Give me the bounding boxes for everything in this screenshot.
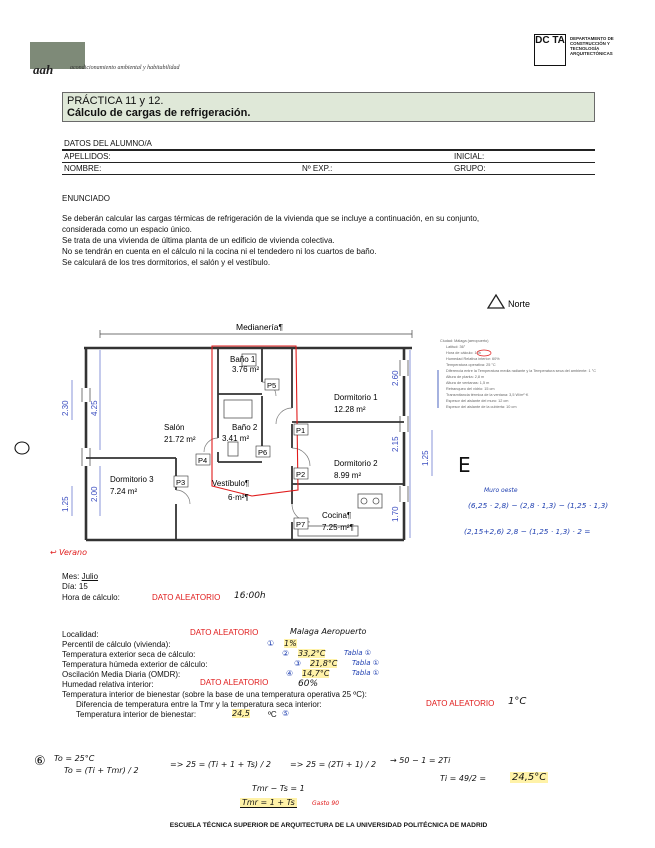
temp-humeda-ref: Tabla ①: [352, 659, 380, 667]
enunciado-line: Se deberán calcular las cargas térmicas de refrigeración de la vivienda que se incluye a continuación, en su conjunto,: [62, 214, 480, 223]
student-table: [62, 138, 595, 175]
room-cocina-name: Cocina¶: [322, 511, 352, 520]
temp-seca-value: 33,2°C: [298, 649, 326, 658]
room-dorm3-area: 7.24 m²: [110, 487, 138, 496]
inicial-label: INICIAL:: [454, 152, 485, 161]
room-dorm3-name: Dormitorio 3: [110, 475, 154, 484]
tbienestar-label: Temperatura interior de bienestar:: [76, 710, 197, 719]
localidad-value: Malaga Aeropuerto: [290, 627, 367, 636]
legend-line: Altura de ventanas: 1,5 m: [446, 381, 490, 385]
work-eq3: → 50 − 1 = 2Ti: [390, 756, 451, 765]
logo-text: acondicionamiento ambiental y habitabilidad: [70, 65, 180, 71]
work-to: To = 25°C: [54, 754, 95, 763]
work-result: 24,5°C: [512, 772, 547, 783]
diferencia-value: 1°C: [508, 696, 527, 707]
dim-125-left: 1.25: [61, 496, 70, 512]
room-dorm2-area: 8.99 m²: [334, 471, 362, 480]
tbienestar-unit: ºC: [268, 710, 277, 719]
omdr-ref: Tabla ①: [352, 669, 380, 677]
calc-line-2: (2,15+2,6) 2,8 − (1,25 · 1,3) · 2 =: [464, 527, 591, 536]
student-section: DATOS DEL ALUMNO/A: [64, 139, 152, 148]
hora-random: DATO ALEATORIO: [152, 593, 221, 602]
enunciado-heading: ENUNCIADO: [62, 194, 111, 203]
enunciado-line: Se calculará de los tres dormitorios, el salón y el vestíbulo.: [62, 258, 271, 267]
grupo-label: GRUPO:: [454, 164, 486, 173]
medianeria-label: Medianería¶: [236, 322, 284, 332]
legend-line: Espesor del aislante del muro: 12 cm: [446, 399, 509, 403]
tinterior-label: Temperatura interior de bienestar (sobre la base de una temperatura operativa 25 ºC):: [62, 690, 367, 699]
room-vestibulo-name: Vestíbulo¶: [212, 479, 250, 488]
legend-line: Ciudad: Málaga (aeropuerto): [440, 339, 489, 343]
diferencia-random: DATO ALEATORIO: [426, 699, 495, 708]
dim-425: 4.25: [90, 400, 99, 416]
humedad-label: Humedad relativa interior:: [62, 680, 154, 689]
room-bano1-area: 3.76 m²: [232, 365, 260, 374]
step-3-icon: ③: [294, 659, 302, 668]
legend-line: Hora de cálculo: 16h: [446, 351, 481, 355]
floor-plan: [0, 290, 655, 550]
localidad-random: DATO ALEATORIO: [190, 628, 259, 637]
door-p3: P3: [176, 478, 186, 487]
dept-logo: DC TA: [534, 34, 566, 66]
legend-line: Retranqueo del vidrio: 15 cm: [446, 387, 495, 391]
door-p5: P5: [267, 381, 277, 390]
temp-seca-label: Temperatura exterior seca de cálculo:: [62, 650, 196, 659]
dia-value: 15: [78, 582, 88, 591]
north-icon: [488, 295, 504, 308]
room-salon-name: Salón: [164, 423, 185, 432]
calc-line-1: (6,25 · 2,8) − (2,8 · 1,3) − (1,25 · 1,3): [468, 501, 609, 510]
dim-170: 1.70: [391, 506, 400, 522]
dept-name: DEPARTAMENTO DE CONSTRUCCIÓN Y TECNOLOGÍA ARQUITECTÓNICAS: [570, 36, 614, 56]
student-section-row: [62, 138, 595, 150]
step-6-icon: ⑥: [34, 754, 46, 769]
room-bano1-name: Baño 1: [230, 355, 256, 364]
tbienestar-value: 24,5: [232, 709, 250, 718]
door-p6: P6: [258, 448, 268, 457]
dim-215: 2.15: [391, 436, 400, 452]
localidad-label: Localidad:: [62, 630, 99, 639]
work-note: Gasto 90: [312, 800, 340, 807]
enunciado-text: [62, 213, 602, 268]
mes-value: Julio: [81, 572, 99, 581]
mes-row: Mes: Julio: [62, 572, 99, 581]
nexp-label: Nº EXP.:: [302, 164, 333, 173]
temp-humeda-value: 21,8°C: [310, 659, 338, 668]
room-cocina-area: 7.25·m²¶: [322, 523, 354, 532]
legend-line: Temperatura operativa: 25 °C: [446, 363, 496, 367]
dim-260: 2.60: [391, 370, 400, 386]
percentil-label: Percentil de cálculo (vivienda):: [62, 640, 171, 649]
hora-row: Hora de cálculo:: [62, 593, 120, 602]
room-vestibulo-area: 6·m²¶: [228, 493, 249, 502]
apellidos-label: APELLIDOS:: [64, 152, 111, 161]
room-bano2-name: Baño 2: [232, 423, 258, 432]
room-salon-area: 21.72 m²: [164, 435, 196, 444]
nombre-row[interactable]: [62, 163, 595, 175]
work-tmr-ts: Tmr − Ts = 1: [252, 784, 305, 793]
verano-note: ↩ Verano: [50, 548, 88, 557]
dim-125-right: 1.25: [421, 450, 430, 466]
door-p2: P2: [296, 470, 306, 479]
work-to-formula: To = (Ti + Tmr) / 2: [64, 766, 139, 775]
dim-230: 2.30: [61, 400, 70, 416]
legend-line: Humedad Relativa interior: 60%: [446, 357, 500, 361]
work-eq4: Ti = 49/2 =: [440, 774, 487, 783]
step-5-icon: ⑤: [282, 709, 290, 718]
legend-line: Altura de planta: 2,8 m: [446, 375, 485, 379]
muro-oeste-note: Muro oeste: [484, 487, 518, 494]
footer: ESCUELA TÉCNICA SUPERIOR DE ARQUITECTURA DE LA UNIVERSIDAD POLITÉCNICA DE MADRID: [169, 822, 488, 829]
handwritten-circle: [15, 442, 29, 454]
legend-line: Latitud: 36°: [446, 345, 466, 349]
work-tmr: Tmr = 1 + Ts: [242, 798, 295, 807]
step-4-icon: ④: [286, 669, 294, 678]
door-p4: P4: [198, 456, 208, 465]
work-eq1: => 25 = (Ti + 1 + Ts) / 2: [170, 760, 271, 769]
percentil-value: 1%: [284, 639, 297, 648]
room-dorm1-area: 12.28 m²: [334, 405, 366, 414]
logo-mark: aah: [33, 62, 54, 77]
verano-arrow-icon: ↩: [50, 548, 57, 557]
diferencia-label: Diferencia de temperatura entre la Tmr y la temperatura seca interior:: [76, 700, 322, 709]
legend-line: Transmitancia térmica de la ventana: 3,5 W/m²·K: [446, 393, 529, 397]
handwritten-work: [30, 748, 630, 818]
enunciado-line: Se trata de una vivienda de última planta de un edificio de vivienda colectiva.: [62, 236, 335, 245]
omdr-label: Oscilación Media Diaria (OMDR):: [62, 670, 181, 679]
hora-value: 16:00h: [234, 591, 266, 601]
enunciado-line: considerada como un espacio único.: [62, 225, 192, 234]
door-p1: P1: [296, 426, 306, 435]
title-box: [62, 92, 595, 122]
humedad-value: 60%: [298, 679, 319, 689]
north-label: Norte: [508, 299, 531, 309]
work-eq2: => 25 = (2Ti + 1) / 2: [290, 760, 377, 769]
room-dorm2-name: Dormitorio 2: [334, 459, 378, 468]
humedad-random: DATO ALEATORIO: [200, 678, 269, 687]
dim-200: 2.00: [90, 486, 99, 502]
step-2-icon: ②: [282, 649, 290, 658]
nombre-label: NOMBRE:: [64, 164, 102, 173]
practice-title: Cálculo de cargas de refrigeración.: [67, 107, 251, 119]
door-p7: P7: [296, 520, 306, 529]
omdr-value: 14,7°C: [302, 669, 330, 678]
enunciado-line: No se tendrán en cuenta en el cálculo ni la cocina ni el tendedero ni los cuartos de baño.: [62, 247, 377, 256]
east-letter: E: [458, 453, 471, 477]
step-1-icon: ①: [267, 639, 275, 648]
legend-line: Diferencia entre la Temperatura media radiante y la Temperatura seca del ambiente: 1 °C: [446, 369, 596, 373]
temp-humeda-label: Temperatura húmeda exterior de cálculo:: [62, 660, 208, 669]
practice-number: PRÁCTICA 11 y 12.: [67, 95, 164, 107]
apellidos-row[interactable]: [62, 150, 595, 163]
temp-seca-ref: Tabla ①: [344, 649, 372, 657]
legend-line: Espesor del aislante de la cubierta: 10 cm: [446, 405, 517, 409]
dia-row: Día: 15: [62, 582, 88, 591]
room-bano2-area: 3.41 m²: [222, 434, 250, 443]
room-dorm1-name: Dormitorio 1: [334, 393, 378, 402]
